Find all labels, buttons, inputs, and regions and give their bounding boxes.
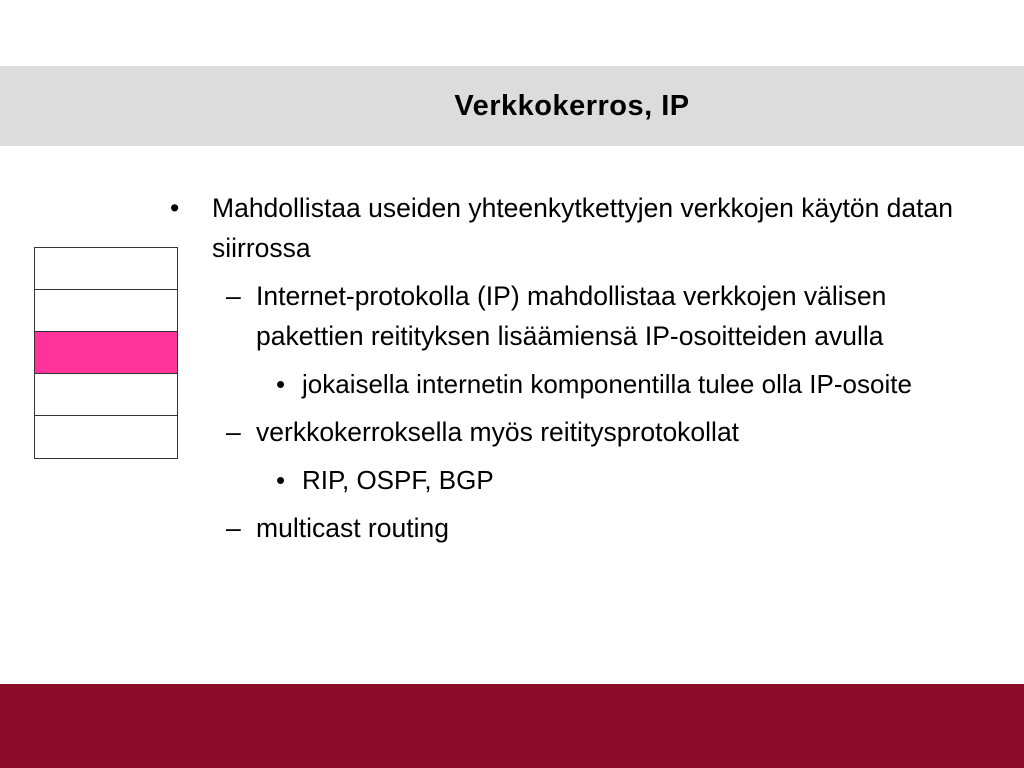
bullet-text: multicast routing	[256, 513, 449, 543]
bullet-marker: •	[276, 369, 286, 399]
bullet-text: Mahdollistaa useiden yhteenkytkettyjen verkkojen käytön datan siirrossa	[212, 193, 953, 263]
footer-band	[0, 684, 1024, 768]
protocol-layer-stack	[34, 247, 178, 459]
dash-marker: –	[226, 417, 241, 447]
dash-marker: –	[226, 513, 241, 543]
dash-marker: –	[226, 281, 241, 311]
layer-3-network-highlighted	[35, 332, 177, 374]
sub-sub-bullet-item	[170, 460, 970, 500]
bullet-list	[170, 188, 970, 556]
bullet-text: Internet-protokolla (IP) mahdollistaa verkkojen välisen pakettien reitityksen lisäämiensä IP-osoitteiden avulla	[256, 281, 887, 351]
bullet-text: jokaisella internetin komponentilla tulee olla IP-osoite	[302, 369, 912, 399]
bullet-item	[170, 188, 970, 268]
layer-1	[35, 248, 177, 290]
bullet-text: verkkokerroksella myös reititysprotokollat	[256, 417, 740, 447]
bullet-marker: •	[276, 465, 286, 495]
title-band	[0, 66, 1024, 146]
bullet-text: RIP, OSPF, BGP	[302, 465, 494, 495]
bullet-marker: •	[170, 193, 180, 223]
sub-bullet-item	[170, 508, 970, 548]
sub-sub-bullet-item	[170, 364, 970, 404]
sub-bullet-item	[170, 412, 970, 452]
layer-5	[35, 416, 177, 458]
slide-title: Verkkokerros, IP	[454, 89, 690, 122]
layer-4	[35, 374, 177, 416]
layer-2	[35, 290, 177, 332]
sub-bullet-item	[170, 276, 970, 356]
